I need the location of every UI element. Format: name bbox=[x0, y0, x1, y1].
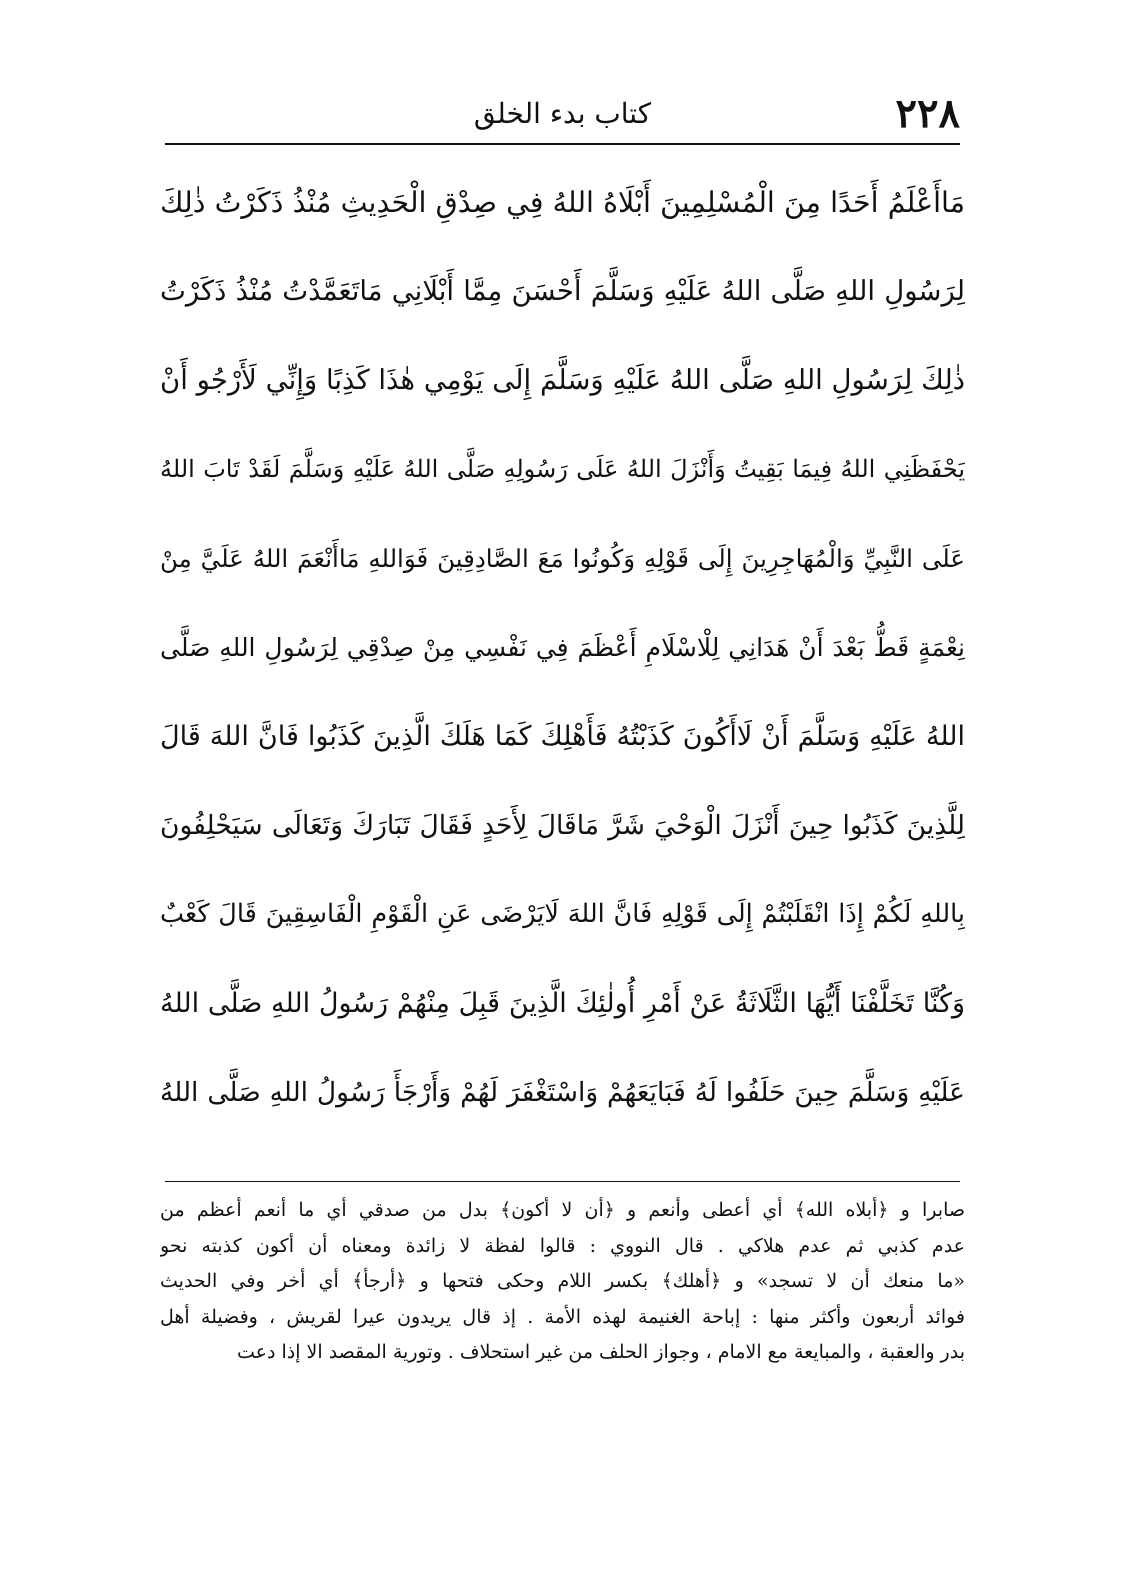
footnote-line: عدم كذبي ثم عدم هلاكي . قال النووي : قالوا لفظة لا زائدة ومعناه أن أكون كذبته نحو bbox=[160, 1234, 965, 1257]
text-line: وَكُنَّا تَخَلَّفْنَا أَيُّهَا الثَّلَاثَةُ عَنْ أَمْرِ أُولٰئِكَ الَّذِينَ قَبِلَ مِنْهُمْ رَسُولُ اللهِ صَلَّى اللهُ bbox=[160, 988, 965, 1019]
main-text bbox=[160, 158, 965, 1137]
text-line: ذٰلِكَ لِرَسُولِ اللهِ صَلَّى اللهُ عَلَيْهِ وَسَلَّمَ إِلَى يَوْمِي هٰذَا كَذِبًا وَإِنِّي لَأَرْجُو أَنْ bbox=[160, 364, 965, 396]
footnote-line: فوائد أربعون وأكثر منها : إباحة الغنيمة لهذه الأمة . إذ قال يريدون عيرا لقريش ، وفضيلة أهل bbox=[160, 1305, 965, 1328]
text-line: اللهُ عَلَيْهِ وَسَلَّمَ أَنْ لَاأَكُونَ كَذَبْتُهُ فَأَهْلِكَ كَمَا هَلَكَ الَّذِينَ كَذَبُوا فَانَّ اللهَ قَالَ bbox=[160, 721, 965, 752]
text-line: لِرَسُولِ اللهِ صَلَّى اللهُ عَلَيْهِ وَسَلَّمَ أَحْسَنَ مِمَّا أَبْلَانِي مَاتَعَمَّدْتُ مُنْذُ ذَكَرْتُ bbox=[160, 275, 965, 307]
page-number: ٢٢٨ bbox=[895, 90, 960, 137]
header-rule bbox=[165, 143, 960, 145]
text-line: لِلَّذِينَ كَذَبُوا حِينَ أَنْزَلَ الْوَحْيَ شَرَّ مَاقَالَ لِأَحَدٍ فَقَالَ تَبَارَكَ وَتَعَالَى سَيَحْلِفُونَ bbox=[160, 810, 965, 841]
running-title: كتاب بدء الخلق bbox=[473, 97, 652, 130]
text-line: بِاللهِ لَكُمْ إِذَا انْقَلَبْتُمْ إِلَى قَوْلِهِ فَانَّ اللهَ لَايَرْضَى عَنِ الْقَوْمِ الْفَاسِقِينَ قَالَ كَعْبٌ bbox=[160, 899, 965, 929]
footnote-line: بدر والعقبة ، والمبايعة مع الامام ، وجواز الحلف من غير استحلاف . وتورية المقصد الا إذا دعت bbox=[236, 1341, 965, 1363]
running-head bbox=[165, 88, 960, 140]
footnote-line: «ما منعك أن لا تسجد» و ﴿أهلك﴾ بكسر اللام وحكى فتحها و ﴿أرجأ﴾ أي أخر وفي الحديث bbox=[160, 1270, 965, 1292]
text-line: عَلَيْهِ وَسَلَّمَ حِينَ حَلَفُوا لَهُ فَبَايَعَهُمْ وَاسْتَغْفَرَ لَهُمْ وَأَرْجَأَ رَسُولُ اللهِ صَلَّى اللهُ bbox=[160, 1077, 965, 1108]
text-line: عَلَى النَّبِيِّ وَالْمُهَاجِرِينَ إِلَى قَوْلِهِ وَكُونُوا مَعَ الصَّادِقِينَ فَوَاللهِ مَاأَنْعَمَ اللهُ عَلَيَّ مِنْ bbox=[160, 544, 965, 573]
text-line: يَحْفَظَنِي اللهُ فِيمَا بَقِيتُ وَأَنْزَلَ اللهُ عَلَى رَسُولِهِ صَلَّى اللهُ عَلَيْهِ وَسَلَّمَ لَقَدْ تَابَ اللهُ bbox=[160, 455, 965, 483]
footnote-rule bbox=[165, 1181, 960, 1182]
footnotes bbox=[160, 1193, 965, 1371]
text-line: مَاأَعْلَمُ أَحَدًا مِنَ الْمُسْلِمِينَ أَبْلَاهُ اللهُ فِي صِدْقِ الْحَدِيثِ مُنْذُ ذَكَرْتُ ذٰلِكَ bbox=[160, 186, 965, 219]
text-line: نِعْمَةٍ قَطُّ بَعْدَ أَنْ هَدَانِي لِلْاسْلَامِ أَعْظَمَ فِي نَفْسِي مِنْ صِدْقِي لِرَسُولِ اللهِ صَلَّى bbox=[160, 633, 965, 662]
footnote-line: صابرا و ﴿أبلاه الله﴾ أي أعطى وأنعم و ﴿أن لا أكون﴾ بدل من صدقي أي ما أنعم أعظم من bbox=[160, 1199, 965, 1221]
